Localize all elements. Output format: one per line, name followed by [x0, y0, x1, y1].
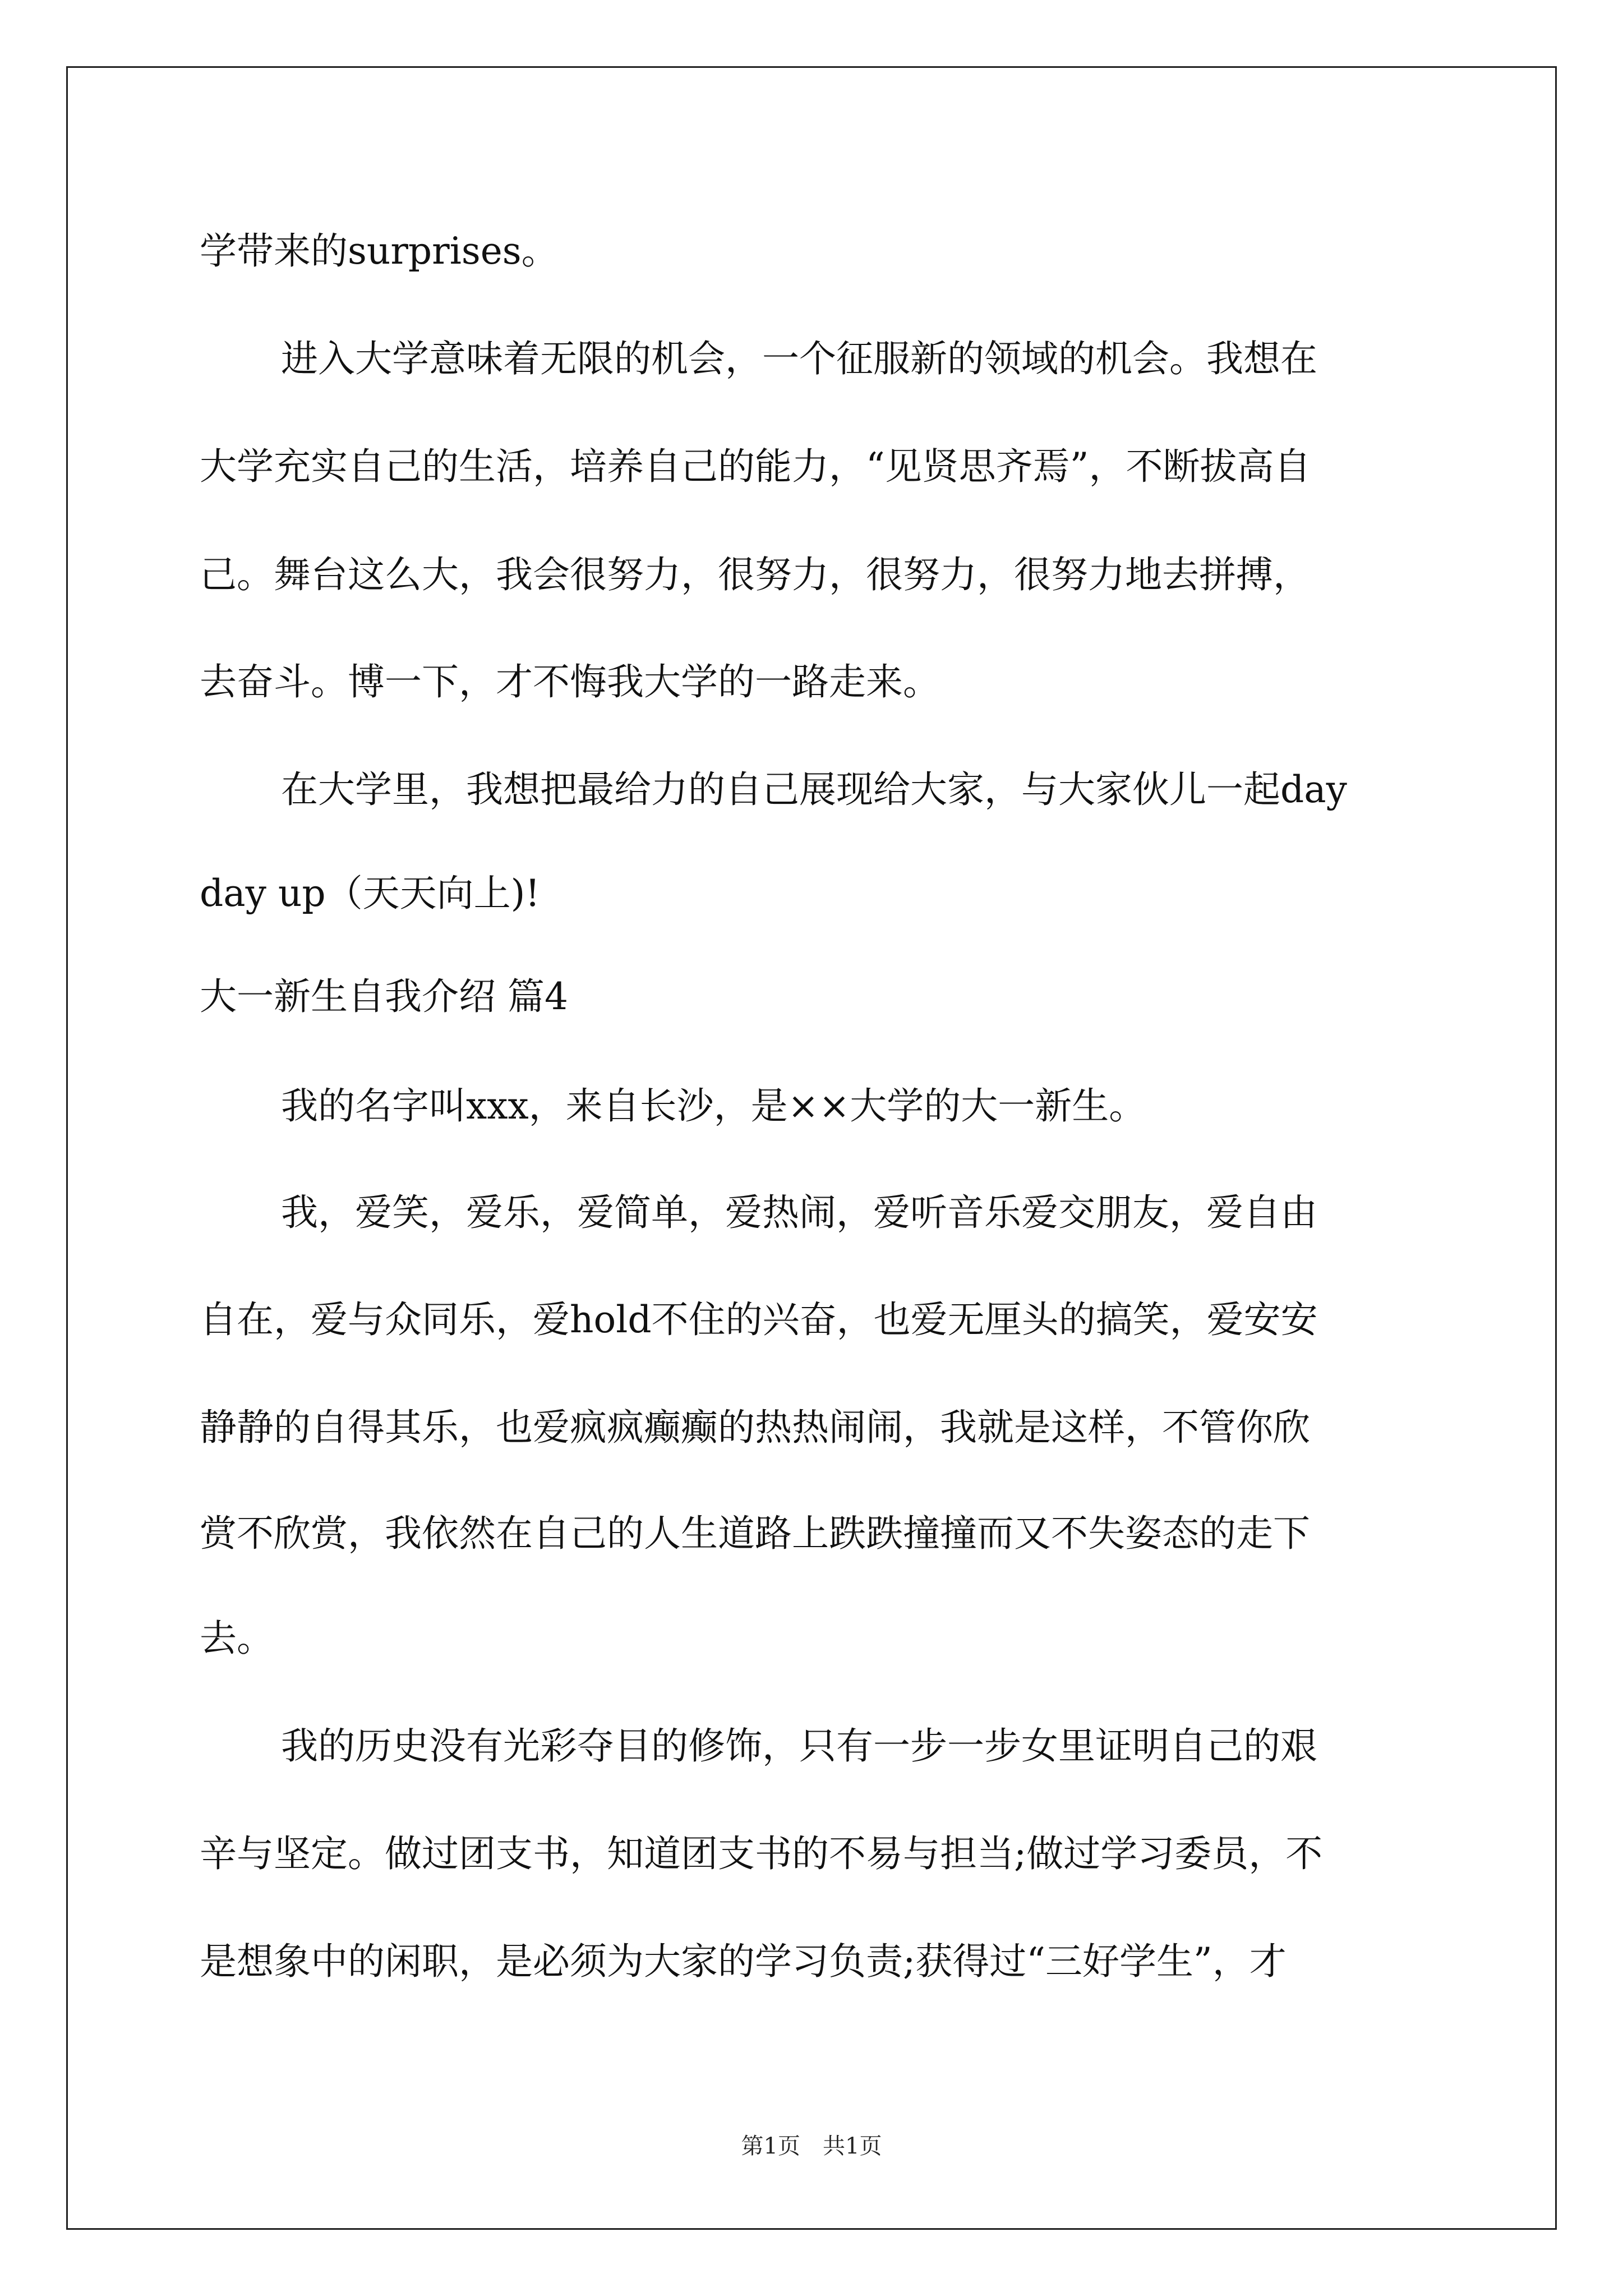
paragraph-line: 在大学里，我想把最给力的自己展现给大家，与大家伙儿一起day — [281, 768, 1347, 811]
paragraph-line: 进入大学意味着无限的机会，一个征服新的领域的机会。我想在 — [281, 337, 1317, 380]
paragraph-line: 己。舞台这么大，我会很努力，很努力，很努力，很努力地去拼搏， — [200, 553, 1310, 596]
paragraph-line: 自在，爱与众同乐，爱hold不住的兴奋，也爱无厘头的搞笑，爱安安 — [200, 1298, 1318, 1341]
paragraph-line: 是想象中的闲职，是必须为大家的学习负责;获得过“三好学生”，才 — [200, 1940, 1287, 1983]
paragraph-line: 静静的自得其乐，也爱疯疯癫癫的热热闹闹，我就是这样，不管你欣 — [200, 1406, 1310, 1449]
paragraph-line: 去。 — [200, 1617, 274, 1660]
page-border — [66, 66, 1557, 2230]
paragraph-line: 去奋斗。博一下，才不悔我大学的一路走来。 — [200, 660, 940, 703]
paragraph-line: 大学充实自己的生活，培养自己的能力，“见贤思齐焉”，不断拔高自 — [200, 445, 1311, 488]
page-footer: 第1页 共1页 — [741, 2133, 882, 2159]
paragraph-line: 我，爱笑，爱乐，爱简单，爱热闹，爱听音乐爱交朋友，爱自由 — [281, 1191, 1317, 1234]
paragraph-line: day up（天天向上)! — [200, 872, 540, 915]
paragraph-line: 赏不欣赏，我依然在自己的人生道路上跌跌撞撞而又不失姿态的走下 — [200, 1512, 1310, 1555]
paragraph-line: 辛与坚定。做过团支书，知道团支书的不易与担当;做过学习委员，不 — [200, 1832, 1323, 1875]
paragraph-line: 我的名字叫xxx，来自长沙，是××大学的大一新生。 — [281, 1084, 1146, 1128]
paragraph-line: 我的历史没有光彩夺目的修饰，只有一步一步女里证明自己的艰 — [281, 1724, 1317, 1768]
section-heading: 大一新生自我介绍 篇4 — [200, 975, 568, 1018]
paragraph-line: 学带来的surprises。 — [200, 229, 559, 273]
